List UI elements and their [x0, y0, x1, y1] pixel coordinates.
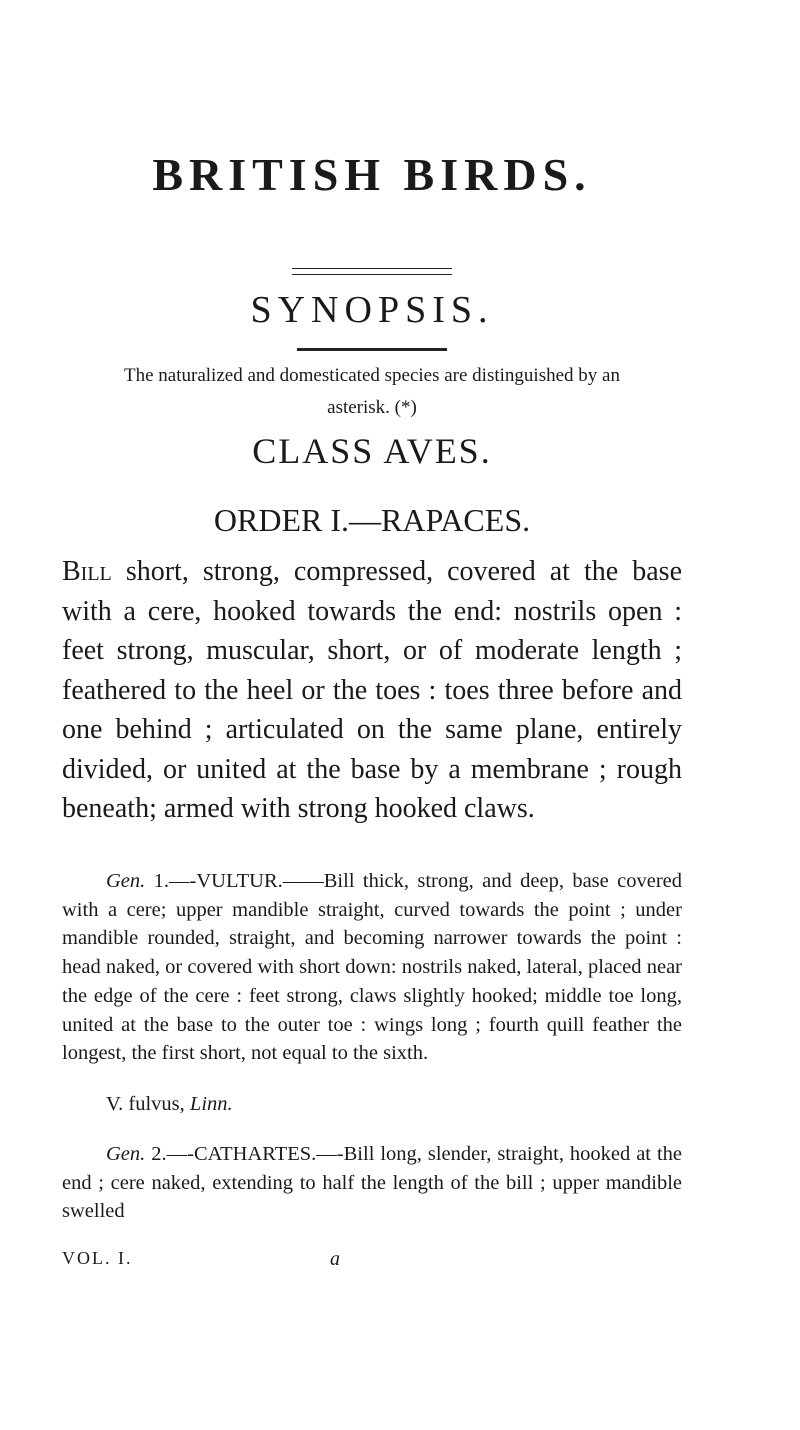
ornamental-rule-bottom [292, 274, 452, 275]
page-footer [62, 1248, 682, 1269]
species-name: V. fulvus, [106, 1093, 185, 1115]
ornamental-rule-top [292, 268, 452, 269]
species-authority: Linn. [189, 1093, 233, 1115]
genus-label: Gen. [106, 1143, 146, 1165]
order-description-lead: Bill [62, 556, 112, 587]
book-page [62, 0, 682, 1430]
genus-title: 2.—-CATHARTES.—- [145, 1143, 344, 1165]
genus-label: Gen. [106, 870, 146, 892]
running-title: BRITISH BIRDS. [152, 149, 592, 200]
genus-description: Bill thick, strong, and deep, base covered with a cere; upper mandible straight, curved towards the point ; under mandible rounded, straight, and becoming narrower towards the point : head naked, or covered with short down: nostrils naked, lateral, placed near the edge of the cere : feet strong, claws slightly hooked; middle toe long, united at the base to the outer toe : wings long ; fourth quill feather the longest, the first short, not equal to the sixth. [62, 870, 682, 1065]
genus-description: Bill long, slender, straight, hooked at the end ; cere naked, extending to half the length of the bill ; upper mandible swelled [62, 1143, 682, 1223]
asterisk-note: The naturalized and domesticated species are distinguished by an asterisk. (*) [124, 365, 620, 418]
thick-rule [297, 348, 447, 351]
order-description [62, 552, 682, 829]
species-entry [106, 1093, 682, 1116]
genus-entry-cathartes [62, 1140, 682, 1226]
signature-mark: a [330, 1248, 342, 1270]
synopsis-heading: SYNOPSIS. [250, 289, 494, 331]
volume-number: VOL. I. [62, 1248, 133, 1268]
order-description-text: short, strong, compressed, covered at the base with a cere, hooked towards the end: nostrils open : feet strong, muscular, short, or of moderate length ; feathered to the heel or the toes : toes three before and one behind ; articulated on the same plane, entirely divided, or united at the base by a membrane ; rough beneath; armed with strong hooked claws. [62, 556, 682, 824]
order-heading: ORDER I.—RAPACES. [213, 502, 531, 538]
genus-entry-vultur [62, 867, 682, 1068]
class-heading: CLASS AVES. [252, 431, 492, 471]
genus-title: 1.—-VULTUR.—— [145, 870, 324, 892]
